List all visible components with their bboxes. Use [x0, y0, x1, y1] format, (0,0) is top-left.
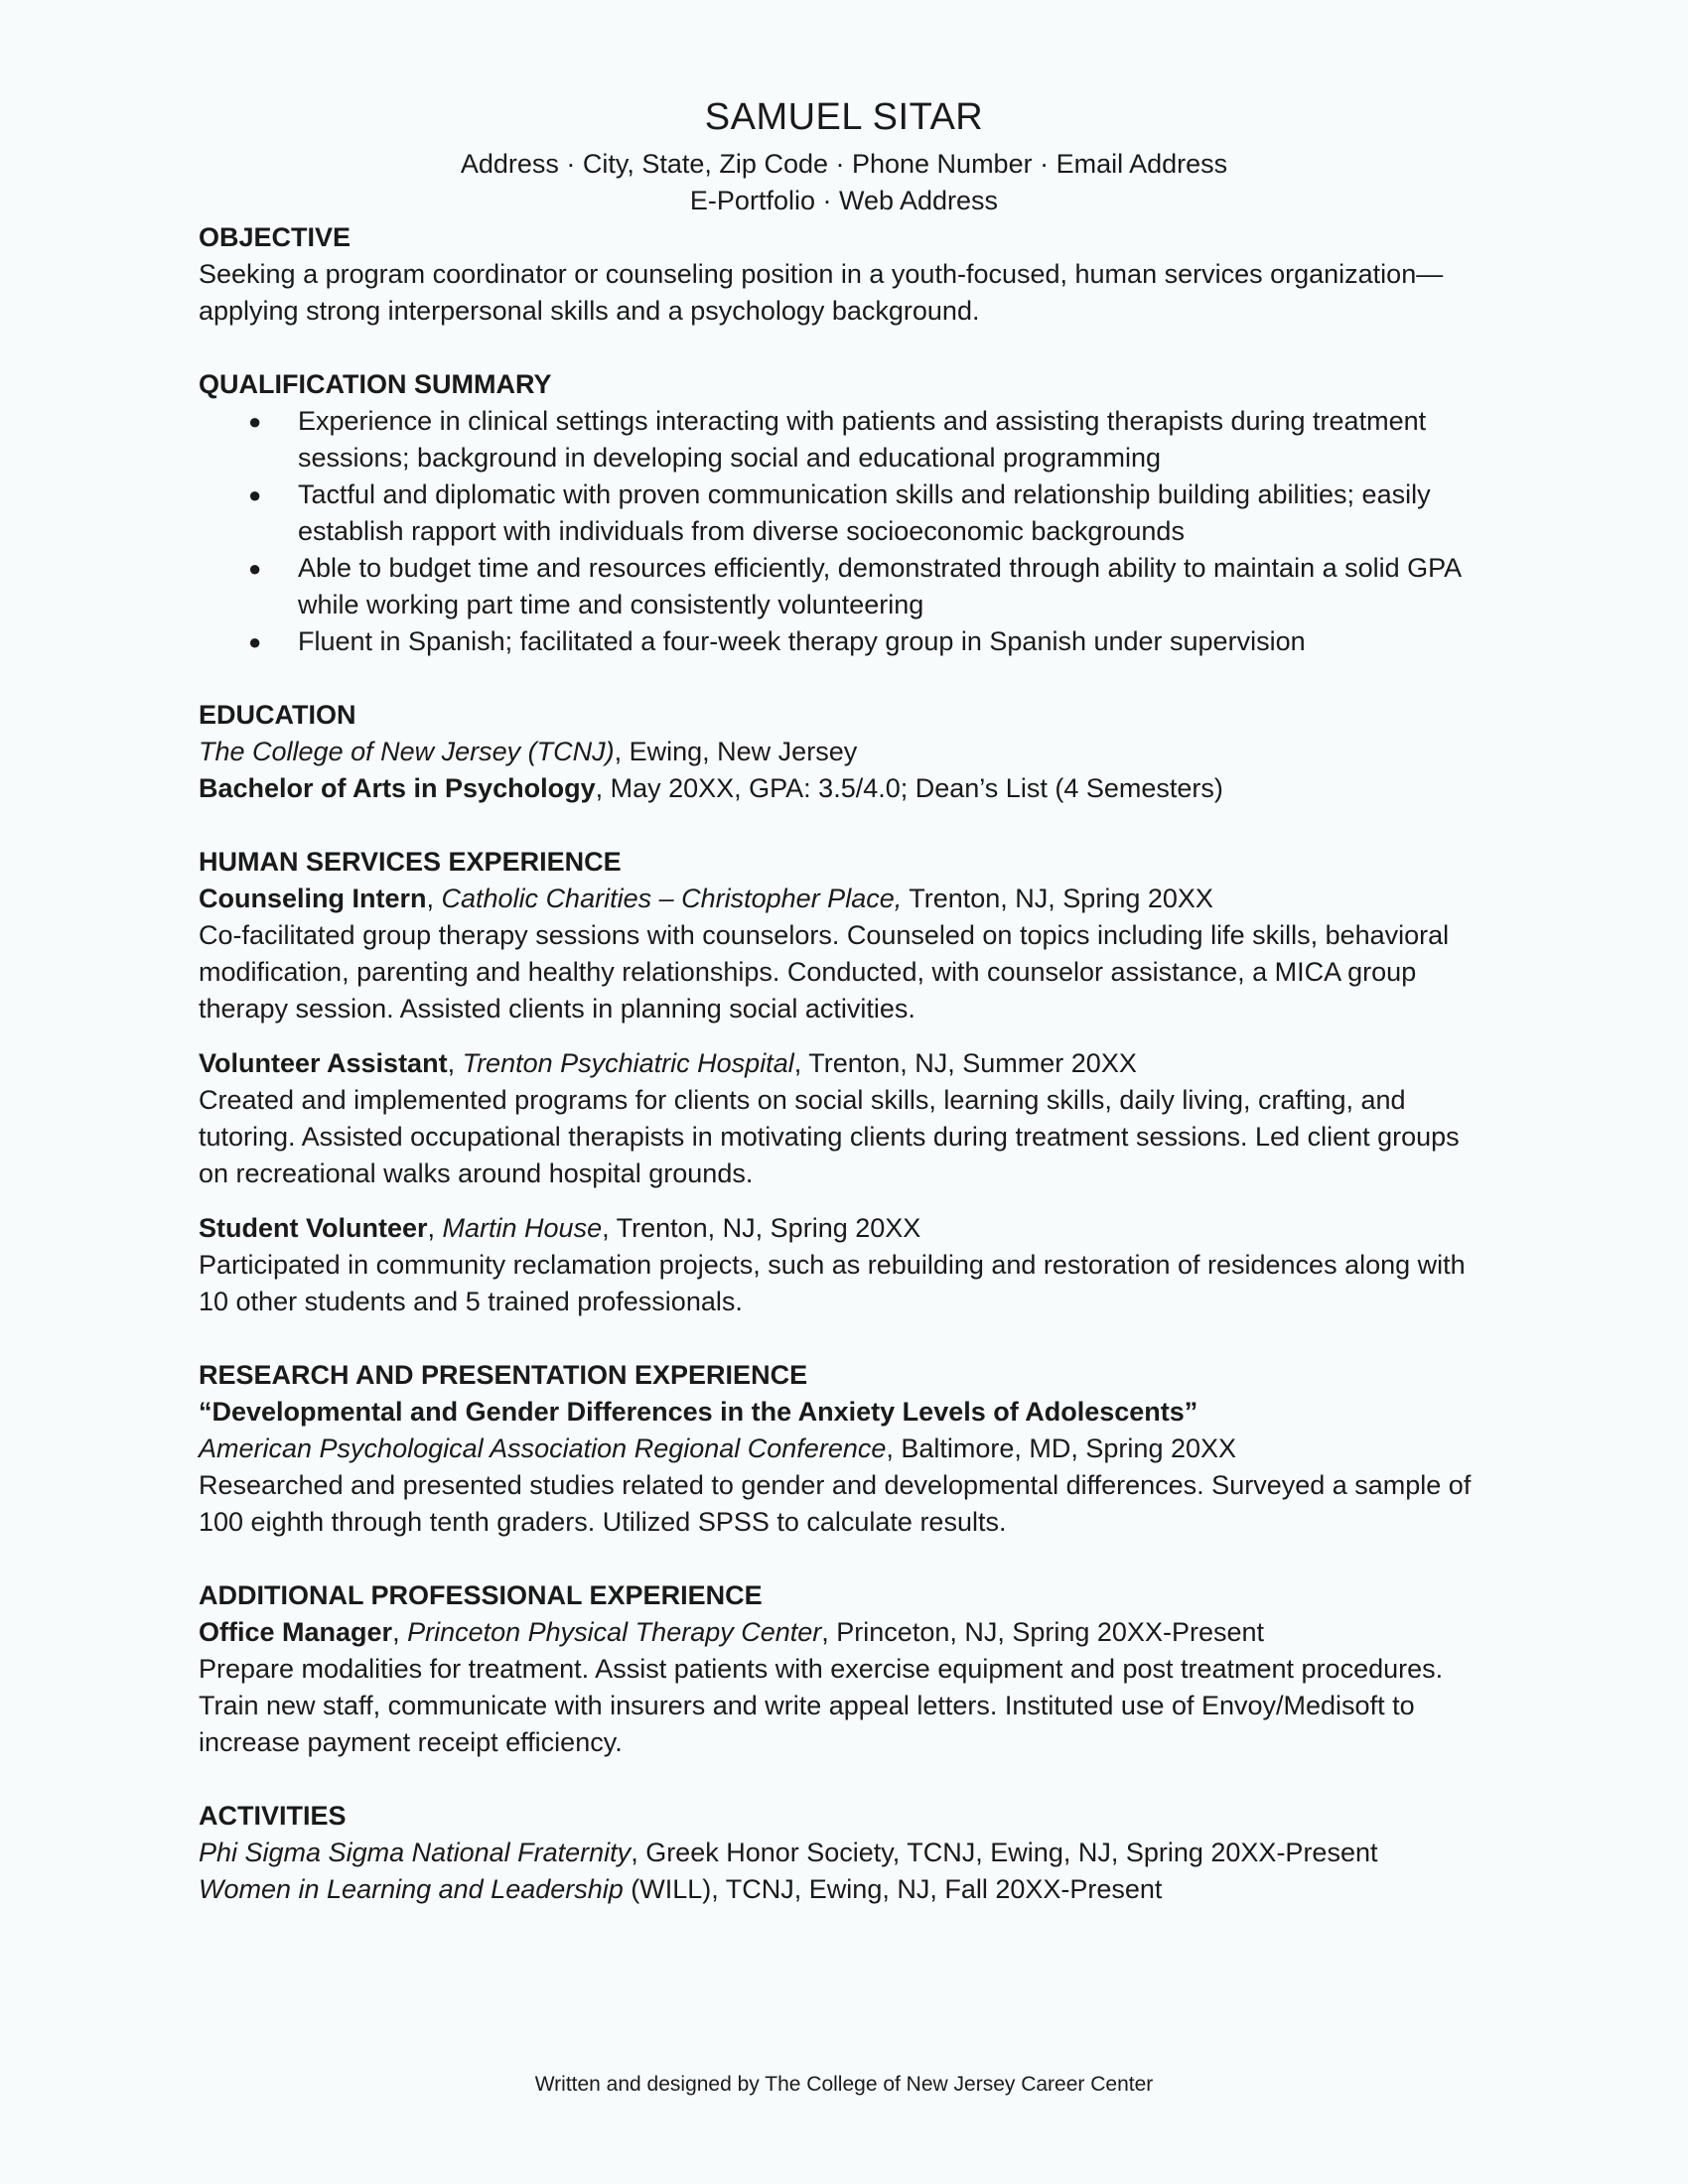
research-heading: RESEARCH AND PRESENTATION EXPERIENCE — [199, 1360, 808, 1390]
job-entry — [199, 1045, 1489, 1192]
education-school: The College of New Jersey (TCNJ), Ewing, New Jersey — [199, 737, 858, 766]
objective-heading: OBJECTIVE — [199, 222, 352, 252]
qualification-heading: QUALIFICATION SUMMARY — [199, 369, 552, 399]
bullet-icon: ● — [248, 482, 262, 507]
objective-text: Seeking a program coordinator or counseling position in a youth-focused, human services organization—applying strong interpersonal skills and a psychology background. — [199, 259, 1444, 326]
qualification-list — [199, 403, 1489, 660]
qualification-item: ● Able to budget time and resources efficiently, demonstrated through ability to maintain a solid GPA while working part time and consistently volunteering — [199, 550, 1489, 623]
qualification-item: ● Tactful and diplomatic with proven communication skills and relationship building abilities; easily establish rapport with individuals from diverse socioeconomic backgrounds — [199, 477, 1489, 550]
job-header: Volunteer Assistant, Trenton Psychiatric Hospital, Trenton, NJ, Summer 20XX — [199, 1048, 1137, 1078]
job-header: Office Manager, Princeton Physical Therapy Center, Princeton, NJ, Spring 20XX-Present — [199, 1617, 1264, 1647]
job-description: Co-facilitated group therapy sessions with counselors. Counseled on topics including life skills, behavioral modification, parenting and healthy relationships. Conducted, with counselor assistance, a MICA group therapy session. Assisted clients in planning social activities. — [199, 920, 1450, 1024]
additional-experience-heading: ADDITIONAL PROFESSIONAL EXPERIENCE — [199, 1580, 763, 1610]
activity-item: Phi Sigma Sigma National Fraternity, Greek Honor Society, TCNJ, Ewing, NJ, Spring 20XX-Present — [199, 1838, 1378, 1867]
qualification-item: ● Fluent in Spanish; facilitated a four-week therapy group in Spanish under supervision — [199, 623, 1489, 660]
job-entry — [199, 881, 1489, 1027]
job-header: Counseling Intern, Catholic Charities – Christopher Place, Trenton, NJ, Spring 20XX — [199, 884, 1213, 913]
job-entry — [199, 1210, 1489, 1320]
research-paper-title: “Developmental and Gender Differences in the Anxiety Levels of Adolescents” — [199, 1397, 1198, 1427]
bullet-icon: ● — [248, 409, 262, 434]
footer-credit: Written and designed by The College of New Jersey Career Center — [534, 2073, 1154, 2096]
contact-line: Address · City, State, Zip Code · Phone Number · Email Address — [460, 149, 1228, 179]
research-description: Researched and presented studies related to gender and developmental differences. Surveyed a sample of 100 eighth through tenth graders. Utilized SPSS to calculate results. — [199, 1470, 1472, 1537]
job-description: Participated in community reclamation projects, such as rebuilding and restoration of residences along with 10 other students and 5 trained professionals. — [199, 1250, 1466, 1316]
job-description: Prepare modalities for treatment. Assist patients with exercise equipment and post treatment procedures. Train new staff, communicate with insurers and write appeal letters. Instituted use of Envoy/Medisoft to increase payment receipt efficiency. — [199, 1654, 1444, 1757]
resume-page — [199, 94, 1489, 1908]
education-degree: Bachelor of Arts in Psychology, May 20XX, GPA: 3.5/4.0; Dean’s List (4 Semesters) — [199, 773, 1223, 803]
education-heading: EDUCATION — [199, 700, 356, 730]
job-header: Student Volunteer, Martin House, Trenton, NJ, Spring 20XX — [199, 1213, 921, 1243]
bullet-icon: ● — [248, 556, 262, 581]
job-description: Created and implemented programs for clients on social skills, learning skills, daily living, crafting, and tutoring. Assisted occupational therapists in motivating clients during treatment sessions. Led client groups on recreational walks around hospital grounds. — [199, 1085, 1460, 1188]
human-services-heading: HUMAN SERVICES EXPERIENCE — [199, 847, 622, 877]
qualification-item: ● Experience in clinical settings interacting with patients and assisting therapists during treatment sessions; background in developing social and educational programming — [199, 403, 1489, 477]
resume-name: SAMUEL SITAR — [704, 96, 984, 138]
research-venue: American Psychological Association Regional Conference, Baltimore, MD, Spring 20XX — [199, 1433, 1237, 1463]
activities-heading: ACTIVITIES — [199, 1801, 347, 1831]
bullet-icon: ● — [248, 629, 262, 654]
contact-line-2: E-Portfolio · Web Address — [689, 186, 999, 215]
activity-item: Women in Learning and Leadership (WILL), TCNJ, Ewing, NJ, Fall 20XX-Present — [199, 1874, 1163, 1904]
